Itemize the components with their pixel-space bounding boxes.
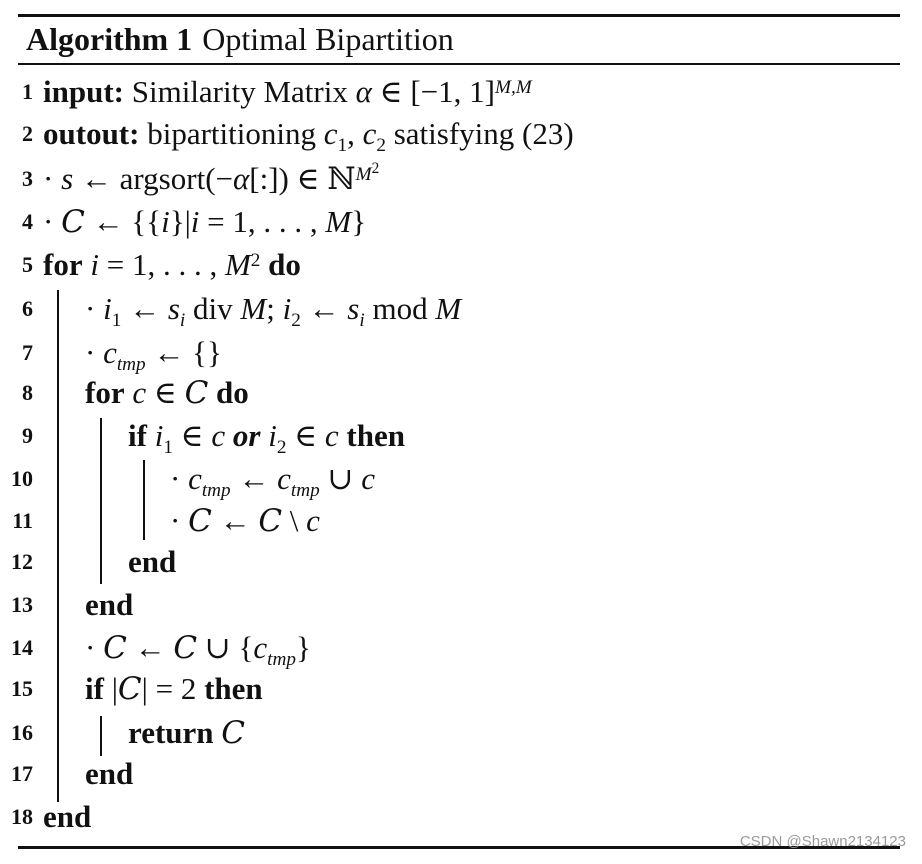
line-code: · C ← {{i}|i = 1, . . . , M} <box>43 204 367 240</box>
keyword-return: return <box>128 715 214 750</box>
line-number: 18 <box>11 804 33 829</box>
line-code: if |C| = 2 then <box>85 671 263 707</box>
line-number: 9 <box>22 423 33 448</box>
keyword-do: do <box>216 375 249 410</box>
line-number: 4 <box>22 209 33 234</box>
line-code: if $i_1$ ∈ c or $i_2$ ∈ c then <box>128 418 405 458</box>
line-number: 3 <box>22 166 33 191</box>
line-code: · C ← C ∪ $\{c_{tmp}\}$ <box>85 630 311 670</box>
keyword-end: end <box>85 587 134 622</box>
algorithm-name: Optimal Bipartition <box>202 21 454 57</box>
line-number: 8 <box>22 380 33 405</box>
line-number: 7 <box>22 340 33 365</box>
keyword-then: then <box>346 418 405 453</box>
line-code: · $i_1$ ← $s_i$ div M; $i_2$ ← $s_i$ mod M <box>85 291 462 331</box>
line-code <box>85 584 133 626</box>
line-code <box>128 541 176 583</box>
satisfying-text: satisfying (23) <box>393 116 574 151</box>
line-number: 16 <box>11 720 33 745</box>
keyword-end: end <box>128 544 177 579</box>
argsort-text: argsort <box>119 161 206 196</box>
line-code: for i = 1, . . . , $M^2$ do <box>43 247 301 282</box>
algorithm-label: Algorithm 1 <box>26 21 193 57</box>
line-code <box>43 796 91 838</box>
line-code: input: Similarity Matrix α ∈ [−1, 1]$^{M,M}$ <box>43 74 532 109</box>
keyword-input: input: <box>43 74 124 109</box>
mod-text: mod <box>372 291 428 326</box>
keyword-then: then <box>204 671 263 706</box>
line-number: 12 <box>11 549 33 574</box>
line-number: 5 <box>22 252 33 277</box>
keyword-if: if <box>128 418 147 453</box>
keyword-end: end <box>85 756 134 791</box>
line-number: 13 <box>11 592 33 617</box>
for-loop-bar <box>57 290 59 802</box>
inner-for-bar <box>100 418 102 584</box>
keyword-for: for <box>85 375 125 410</box>
keyword-output: outout: <box>43 116 140 151</box>
line-code: · s ← argsort(−α[:]) ∈ ℕ$^{M^2}$ <box>43 160 380 196</box>
line-number: 14 <box>11 635 33 660</box>
keyword-if: if <box>85 671 104 706</box>
div-text: div <box>192 291 233 326</box>
watermark: CSDN @Shawn2134123 <box>739 833 906 850</box>
keyword-for: for <box>43 247 83 282</box>
algorithm-title <box>26 17 454 61</box>
if-bar <box>143 460 145 540</box>
bipartitioning-text: bipartitioning <box>147 116 316 151</box>
line-code: for c ∈ C do <box>85 375 249 411</box>
line-number: 10 <box>11 466 33 491</box>
line-code: · $c_{tmp}$ ← $c_{tmp}$ ∪ c <box>170 461 375 501</box>
line-number: 2 <box>22 121 33 146</box>
line-code: return C <box>128 715 246 751</box>
line-number: 17 <box>11 761 33 786</box>
title-rule <box>18 63 900 65</box>
line-code: · C ← C \ c <box>170 503 320 539</box>
keyword-or: or <box>232 418 261 453</box>
keyword-do: do <box>268 247 301 282</box>
line-number: 6 <box>22 296 33 321</box>
return-if-bar <box>100 716 102 756</box>
keyword-end: end <box>43 799 92 834</box>
line-number: 15 <box>11 676 33 701</box>
line-number: 11 <box>12 508 33 533</box>
line-code <box>85 753 133 795</box>
line-code: outout: bipartitioning $c_1$, $c_2$ satisfying (23) <box>43 116 574 156</box>
line-code: · $c_{tmp}$ ← {} <box>85 335 222 375</box>
line-number: 1 <box>22 79 33 104</box>
similarity-matrix-text: Similarity Matrix <box>131 74 348 109</box>
